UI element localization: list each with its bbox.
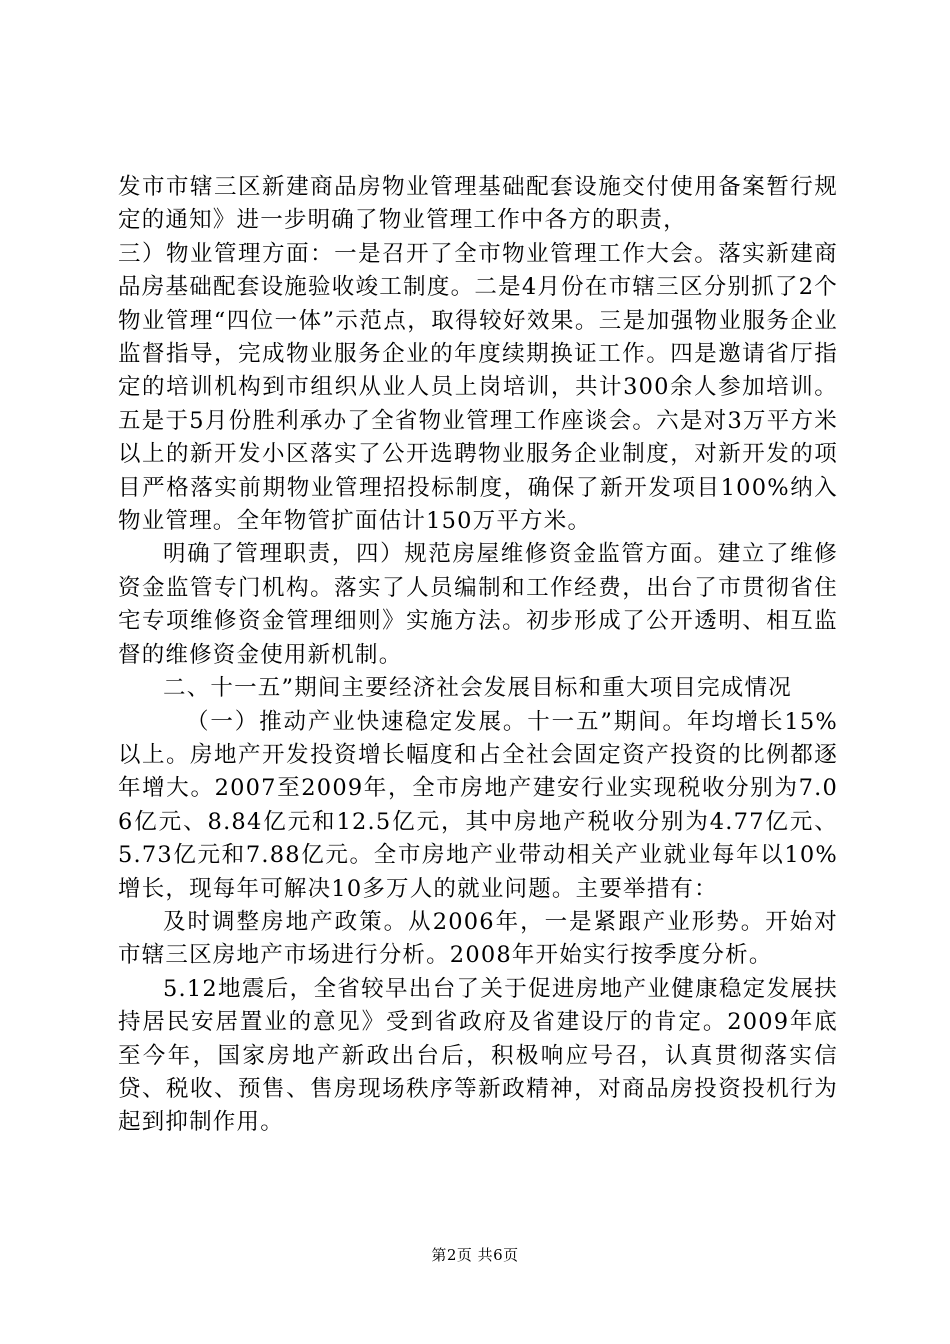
paragraph-policy-adjustment: 及时调整房地产政策。从2006年，一是紧跟产业形势。开始对市辖三区房地产市场进行分析。2008年开始实行按季度分析。 [118, 908, 838, 969]
paragraph-property-management: 三）物业管理方面：一是召开了全市物业管理工作大会。落实新建商品房基础配套设施验收竣工制度。二是4月份在市辖三区分别抓了2个物业管理“四位一体”示范点，取得较好效果。三是加强物业服务企业监督指导，完成物业服务企业的年度续期换证工作。四是邀请省厅指定的培训机构到市组织从业人员上岗培训，共计300余人参加培训。五是于5月份胜利承办了全省物业管理工作座谈会。六是对3万平方米以上的新开发小区落实了公开选聘物业服务企业制度，对新开发的项目严格落实前期物业管理招投标制度，确保了新开发项目100%纳入物业管理。全年物管扩面估计150万平方米。 [118, 240, 838, 535]
document-body [118, 171, 838, 1140]
paragraph-earthquake-policy: 5.12地震后，全省较早出台了关于促进房地产业健康稳定发展扶持居民安居置业的意见》受到省政府及省建设厅的肯定。2009年底至今年，国家房地产新政出台后，积极响应号召，认真贯彻落实信贷、税收、预售、售房现场秩序等新政精神，对商品房投资投机行为起到抑制作用。 [118, 975, 838, 1136]
paragraph-maintenance-funds: 明确了管理职责，四）规范房屋维修资金监管方面。建立了维修资金监管专门机构。落实了人员编制和工作经费，出台了市贯彻省住宅专项维修资金管理细则》实施方法。初步形成了公开透明、相互监督的维修资金使用新机制。 [118, 541, 838, 668]
paragraph-continuation: 发市市辖三区新建商品房物业管理基础配套设施交付使用备案暂行规定的通知》进一步明确了物业管理工作中各方的职责， [118, 174, 838, 234]
section-heading: 二、十一五”期间主要经济社会发展目标和重大项目完成情况 [163, 675, 792, 702]
paragraph-industry-development: （一）推动产业快速稳定发展。十一五”期间。年均增长15%以上。房地产开发投资增长幅度和占全社会固定资产投资的比例都逐年增大。2007至2009年，全市房地产建安行业实现税收分别为7.06亿元、8.84亿元和12.5亿元，其中房地产税收分别为4.77亿元、5.73亿元和7.88亿元。全市房地产业带动相关产业就业每年以10%增长，现每年可解决10多万人的就业问题。主要举措有： [118, 708, 838, 902]
page-number-footer: 第2页 共6页 [431, 1246, 519, 1264]
